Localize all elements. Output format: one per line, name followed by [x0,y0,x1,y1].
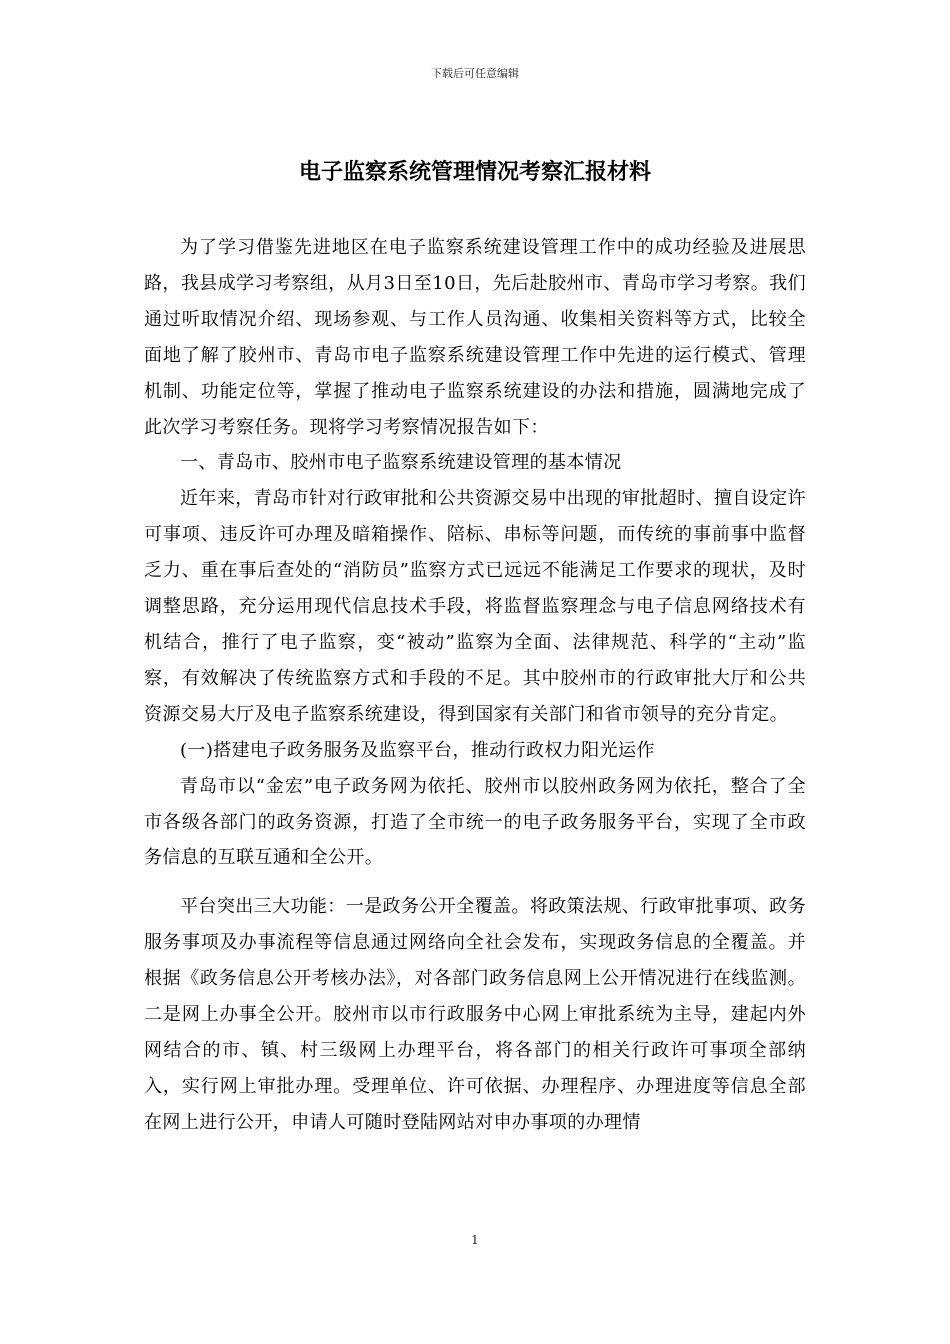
page-number: 1 [471,1233,479,1247]
document-title: 电子监察系统管理情况考察汇报材料 [298,159,651,185]
paragraph-functions: 平台突出三大功能：一是政务公开全覆盖。将政策法规、行政审批事项、政务服务事项及办事流程等信息通过网络向全社会发布，实现政务信息的全覆盖。并根据《政务信息公开考核办法》，对各部门政务信息网上公开情况进行在线监测。二是网上办事全公开。胶州市以市行政服务中心网上审批系统为主导，建起内外网结合的市、镇、村三级网上办理平台，将各部门的相关行政许可事项全部纳入，实行网上审批办理。受理单位、许可依据、办理程序、办理进度等信息全部在网上进行公开，申请人可随时登陆网站对申办事项的办理情 [144,896,806,1133]
paragraph-platform: 青岛市以“金宏”电子政务网为依托、胶州市以胶州政务网为依托，整合了全市各级各部门的政务资源，打造了全市统一的电子政务服务平台，实现了全市政务信息的互联互通和全公开。 [144,775,806,869]
section-heading-1: 一、青岛市、胶州市电子监察系统建设管理的基本情况 [180,452,622,474]
document-body [144,230,806,1141]
page-header-note: 下载后可任意编辑 [431,67,519,80]
subsection-heading-1: (一)搭建电子政务服务及监察平台，推动行政权力阳光运作 [180,739,655,761]
paragraph-intro: 为了学习借鉴先进地区在电子监察系统建设管理工作中的成功经验及进展思路，我县成学习考察组，从月3日至10日，先后赴胶州市、青岛市学习考察。我们通过听取情况介绍、现场参观、与工作人员沟通、收集相关资料等方式，比较全面地了解了胶州市、青岛市电子监察系统建设管理工作中先进的运行模式、管理机制、功能定位等，掌握了推动电子监察系统建设的办法和措施，圆满地完成了此次学习考察任务。现将学习考察情况报告如下： [144,237,806,438]
paragraph-background: 近年来，青岛市针对行政审批和公共资源交易中出现的审批超时、擅自设定许可事项、违反许可办理及暗箱操作、陪标、串标等问题，而传统的事前事中监督乏力、重在事后查处的“消防员”监察方式已远远不能满足工作要求的现状，及时调整思路，充分运用现代信息技术手段，将监督监察理念与电子信息网络技术有机结合，推行了电子监察，变“被动”监察为全面、法律规范、科学的“主动”监察，有效解决了传统监察方式和手段的不足。其中胶州市的行政审批大厅和公共资源交易大厅及电子监察系统建设，得到国家有关部门和省市领导的充分肯定。 [144,488,806,725]
